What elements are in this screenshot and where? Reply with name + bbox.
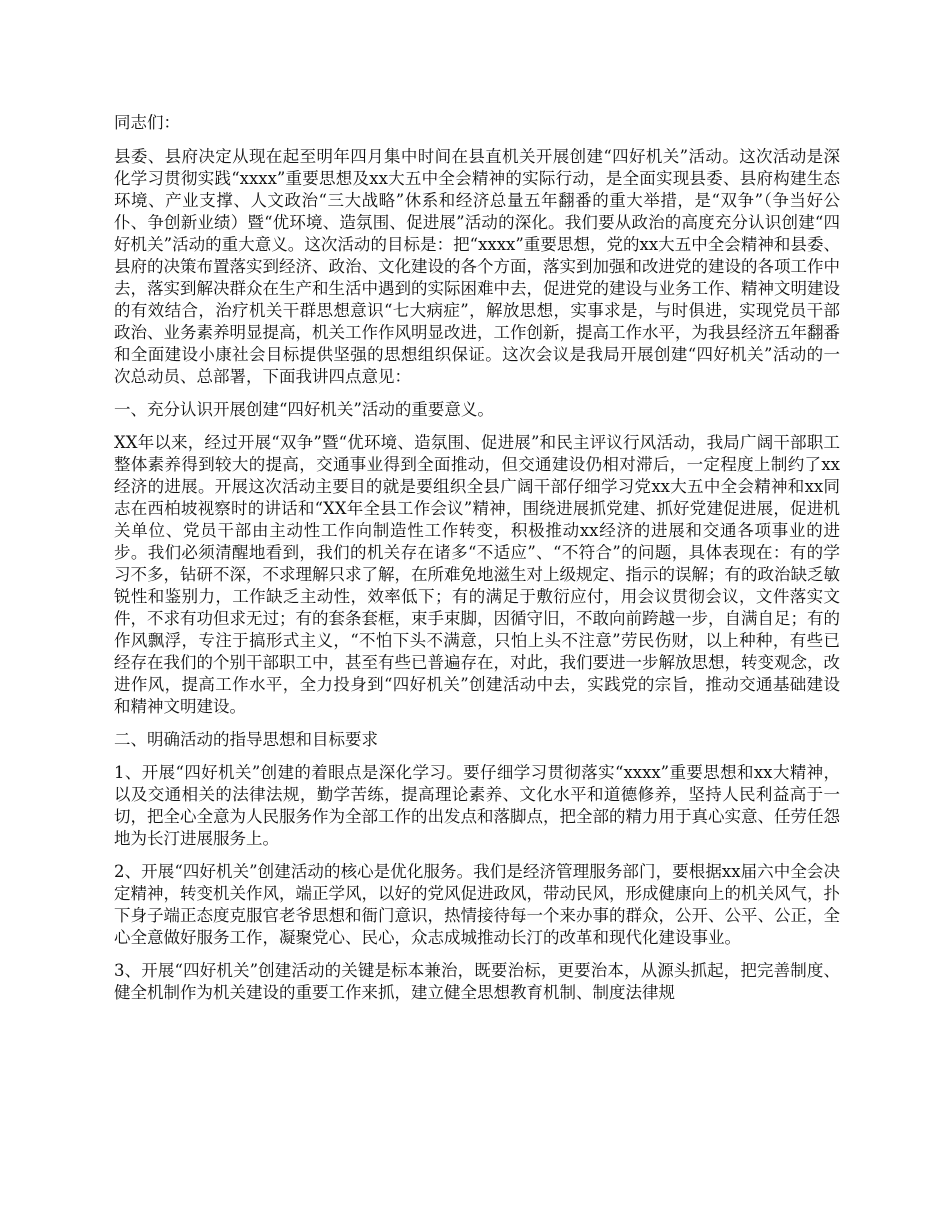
section-heading-1: 一、充分认识开展创建“四好机关”活动的重要意义。 bbox=[114, 400, 494, 419]
paragraph-point-2: 2、开展“四好机关”创建活动的核心是优化服务。我们是经济管理服务部门，要根据xx届六中全会决定精神，转变机关作风，端正学风，以好的党风促进政风，带动民风，形成健康向上的机关风气，扑下身子端正态度克服官老爷思想和衙门意识，热情接待每一个来办事的群众，公开、公平、公正，全心全意做好服务工作，凝聚党心、民心，众志成城推动长汀的改革和现代化建设事业。 bbox=[114, 862, 840, 947]
paragraph-point-3: 3、开展“四好机关”创建活动的关键是标本兼治，既要治标，更要治本，从源头抓起，把完善制度、健全机制作为机关建设的重要工作来抓，建立健全思想教育机制、制度法律规 bbox=[114, 961, 840, 1002]
paragraph-intro: 县委、县府决定从现在起至明年四月集中时间在县直机关开展创建“四好机关”活动。这次活动是深化学习贯彻实践“xxxx”重要思想及xx大五中全会精神的实际行动，是全面实现县委、县府构建生态环境、产业支撑、人文政治“三大战略”休系和经济总量五年翻番的重大举措，是“双争”（争当好公仆、争创新业绩）暨“优环境、造氛围、促进展”活动的深化。我们要从政治的高度充分认识创建“四好机关”活动的重大意义。这次活动的目标是：把“xxxx”重要思想，党的xx大五中全会精神和县委、县府的决策布置落实到经济、政治、文化建设的各个方面，落实到加强和改进党的建设的各项工作中去，落实到解决群众在生产和生活中遇到的实际困难中去，促进党的建设与业务工作、精神文明建设的有效结合，治疗机关干群思想意识“七大病症”，解放思想，实事求是，与时俱进，实现党员干部政治、业务素养明显提高，机关工作作风明显改进，工作创新，提高工作水平，为我县经济五年翻番和全面建设小康社会目标提供坚强的思想组织保证。这次会议是我局开展创建“四好机关”活动的一次总动员、总部署，下面我讲四点意见： bbox=[114, 147, 840, 386]
paragraph-point-1: 1、开展“四好机关”创建的着眼点是深化学习。要仔细学习贯彻落实“xxxx”重要思想和xx大精神，以及交通相关的法律法规，勤学苦练，提高理论素养、文化水平和道德修养，坚持人民利益高于一切，把全心全意为人民服务作为全部工作的出发点和落脚点，把全部的精力用于真心实意、任劳任怨地为长汀进展服务上。 bbox=[114, 763, 840, 848]
paragraph-section-1: XX年以来，经过开展“双争”暨“优环境、造氛围、促进展”和民主评议行风活动，我局广阔干部职工整体素养得到较大的提高，交通事业得到全面推动，但交通建设仍相对滞后，一定程度上制约了xx经济的进展。开展这次活动主要目的就是要组织全县广阔干部仔细学习党xx大五中全会精神和xx同志在西柏坡视察时的讲话和“XX年全县工作会议”精神，围绕进展抓党建、抓好党建促进展，促进机关单位、党员干部由主动性工作向制造性工作转变，积极推动xx经济的进展和交通各项事业的进步。我们必须清醒地看到，我们的机关存在诸多“不适应”、“不符合”的问题，具体表现在：有的学习不多，钻研不深，不求理解只求了解，在所难免地滋生对上级规定、指示的误解；有的政治缺乏敏锐性和鉴别力，工作缺乏主动性，效率低下；有的满足于敷衍应付，用会议贯彻会议，文件落实文件，不求有功但求无过；有的套条套框，束手束脚，因循守旧，不敢向前跨越一步，自满自足；有的作风飘浮，专注于搞形式主义，“不怕下头不满意，只怕上头不注意”劳民伤财，以上种种，有些已经存在我们的个别干部职工中，甚至有些已普遍存在，对此，我们要进一步解放思想，转变观念，改进作风，提高工作水平，全力投身到“四好机关”创建活动中去，实践党的宗旨，推动交通基础建设和精神文明建设。 bbox=[114, 433, 840, 716]
document-page bbox=[114, 112, 840, 1015]
salutation: 同志们： bbox=[114, 113, 180, 132]
section-heading-2: 二、明确活动的指导思想和目标要求 bbox=[114, 730, 378, 749]
